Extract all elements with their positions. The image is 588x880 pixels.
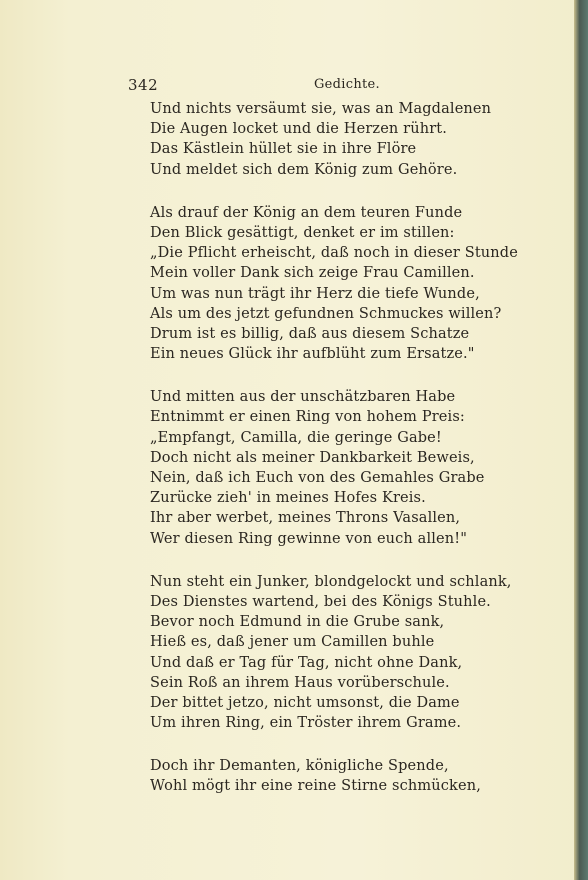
- verse-line: Entnimmt er einen Ring von hohem Preis:: [150, 409, 465, 426]
- running-title: Gedichte.: [314, 77, 380, 92]
- verse-line: „Empfangt, Camilla, die geringe Gabe!: [150, 429, 442, 446]
- page-edge-shadow: [574, 0, 588, 880]
- verse-line: Als drauf der König an dem teuren Funde: [150, 204, 463, 221]
- verse-line: „Die Pflicht erheischt, daß noch in dieser Stunde: [150, 245, 518, 262]
- stanza-4: [150, 572, 550, 734]
- stanza-5: [150, 756, 550, 796]
- verse-line: Zurücke zieh' in meines Hofes Kreis.: [150, 490, 426, 507]
- verse-line: Sein Roß an ihrem Haus vorüberschule.: [150, 674, 450, 691]
- page-number: 342: [128, 76, 159, 94]
- page-header: [128, 76, 488, 96]
- verse-line: Nein, daß ich Euch von des Gemahles Grabe: [150, 470, 485, 486]
- verse-line: Und meldet sich dem König zum Gehöre.: [150, 161, 458, 178]
- verse-line: Wohl mögt ihr eine reine Stirne schmücken,: [150, 778, 481, 795]
- stanza-2: [150, 203, 550, 365]
- verse-line: Nun steht ein Junker, blondgelockt und schlank,: [150, 573, 512, 590]
- verse-line: Doch nicht als meiner Dankbarkeit Beweis,: [150, 449, 475, 466]
- verse-line: Des Dienstes wartend, bei des Königs Stuhle.: [150, 593, 491, 610]
- verse-line: Als um des jetzt gefundnen Schmuckes willen?: [150, 305, 502, 322]
- poem-body: [150, 99, 550, 820]
- verse-line: Um was nun trägt ihr Herz die tiefe Wunde,: [150, 285, 480, 302]
- stanza-3: [150, 387, 550, 549]
- verse-line: Drum ist es billig, daß aus diesem Schatze: [150, 325, 470, 342]
- verse-line: Und daß er Tag für Tag, nicht ohne Dank,: [150, 654, 463, 671]
- verse-line: Ihr aber werbet, meines Throns Vasallen,: [150, 510, 461, 527]
- verse-line: Hieß es, daß jener um Camillen buhle: [150, 634, 435, 651]
- verse-line: Und mitten aus der unschätzbaren Habe: [150, 389, 456, 406]
- verse-line: Die Augen locket und die Herzen rührt.: [150, 121, 448, 138]
- verse-line: Der bittet jetzo, nicht umsonst, die Dame: [150, 694, 460, 711]
- verse-line: Wer diesen Ring gewinne von euch allen!": [150, 530, 468, 547]
- verse-line: Ein neues Glück ihr aufblüht zum Ersatze.": [150, 346, 475, 363]
- verse-line: Bevor noch Edmund in die Grube sank,: [150, 614, 445, 631]
- verse-line: Das Kästlein hüllet sie in ihre Flöre: [150, 141, 417, 158]
- verse-line: Doch ihr Demanten, königliche Spende,: [150, 758, 449, 775]
- verse-line: Und nichts versäumt sie, was an Magdalenen: [150, 101, 492, 117]
- verse-line: Um ihren Ring, ein Tröster ihrem Grame.: [150, 715, 462, 732]
- stanza-1: [150, 99, 550, 180]
- verse-line: Mein voller Dank sich zeige Frau Camillen.: [150, 265, 475, 282]
- verse-line: Den Blick gesättigt, denket er im stillen:: [150, 224, 455, 241]
